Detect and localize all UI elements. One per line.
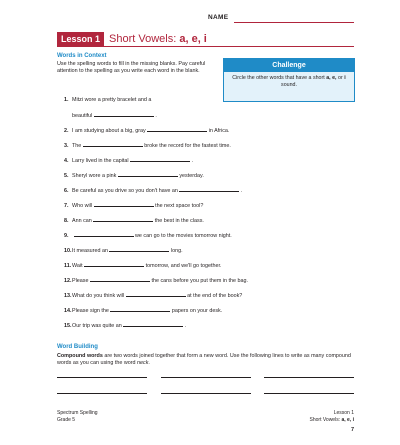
footer-grade: Grade 5 <box>57 417 76 423</box>
answer-blank[interactable] <box>90 276 150 282</box>
answer-blank[interactable] <box>130 156 190 162</box>
list-item <box>64 261 222 270</box>
challenge-text-before: Circle the other words that have a short <box>232 75 325 81</box>
answer-blank[interactable] <box>179 186 239 192</box>
list-item <box>64 111 157 120</box>
item-text-before: Wait <box>72 263 83 269</box>
answer-blank[interactable] <box>93 216 153 222</box>
item-text-after: yesterday. <box>179 173 204 179</box>
word-building-neck: neck <box>137 360 149 367</box>
footer-topic-text: Short Vowels: <box>309 417 341 423</box>
compound-word-line[interactable] <box>264 393 354 394</box>
item-number: 5. <box>64 173 69 179</box>
list-item <box>64 156 193 165</box>
footer-topic-letters: a, e, i <box>341 417 354 423</box>
challenge-letter-i: i <box>344 75 346 81</box>
item-number: 12. <box>64 278 72 284</box>
item-text-before: What do you think will <box>72 293 125 299</box>
item-text-after: the best in the class. <box>154 218 204 224</box>
item-text-before: Ann can <box>72 218 92 224</box>
footer-topic <box>310 417 354 424</box>
footer-right <box>310 410 354 424</box>
compound-word-line[interactable] <box>264 377 354 378</box>
challenge-text <box>224 72 354 89</box>
challenge-or: or <box>338 75 343 81</box>
answer-blank[interactable] <box>83 141 143 147</box>
item-number: 4. <box>64 158 69 164</box>
list-item <box>64 216 204 225</box>
item-text-after: at the end of the book? <box>187 293 243 299</box>
item-text-before: Please <box>72 278 89 284</box>
item-text-after: long. <box>170 248 183 254</box>
answer-blank[interactable] <box>110 306 170 312</box>
footer-left <box>57 410 98 424</box>
item-number: 2. <box>64 128 69 134</box>
footer-series: Spectrum Spelling <box>57 410 98 416</box>
answer-blank[interactable] <box>123 321 183 327</box>
answer-blank[interactable] <box>94 201 154 207</box>
item-text-before: beautiful <box>72 113 93 119</box>
item-text-after: . <box>155 113 157 119</box>
challenge-heading: Challenge <box>224 59 354 72</box>
item-text-before: Who will <box>72 203 93 209</box>
item-text-before: I am studying about a big, gray <box>72 128 146 134</box>
item-number: 9. <box>64 233 69 239</box>
list-item <box>64 246 183 255</box>
challenge-letters: a, e, <box>326 75 337 81</box>
answer-blank[interactable] <box>84 261 144 267</box>
item-text-before: Be careful as you drive so you don't have an <box>72 188 178 194</box>
lesson-label: Lesson 1 <box>57 32 104 46</box>
list-item <box>64 291 242 300</box>
word-building-heading: Word Building <box>57 344 98 350</box>
name-field <box>208 14 354 26</box>
item-number: 11. <box>64 263 72 269</box>
item-text-before: It measured an <box>72 248 108 254</box>
name-label: NAME <box>208 14 229 21</box>
list-item <box>64 276 248 285</box>
answer-blank[interactable] <box>147 126 207 132</box>
item-number: 6. <box>64 188 69 194</box>
item-text-before: Sheryl wore a pink <box>72 173 117 179</box>
answer-blank[interactable] <box>126 291 186 297</box>
compound-word-line[interactable] <box>161 393 251 394</box>
item-text-before: Please sign the <box>72 308 109 314</box>
item-text-after: . <box>184 323 187 329</box>
item-text-before: Mitzi wore a pretty bracelet and a <box>72 97 152 103</box>
list-item <box>64 306 222 315</box>
item-number: 1. <box>64 97 69 103</box>
item-number: 8. <box>64 218 69 224</box>
lesson-letters: a, e, i <box>179 33 207 45</box>
list-item <box>64 96 151 104</box>
footer-lesson: Lesson 1 <box>333 410 354 416</box>
list-item <box>64 231 232 240</box>
item-text-after: the cans before you put them in the bag. <box>151 278 248 284</box>
item-text-after: . <box>191 158 194 164</box>
lesson-header <box>57 32 207 46</box>
words-in-context-instructions: Use the spelling words to fill in the missing blanks. Pay careful attention to the spelling as you write each word in the blank. <box>57 61 206 75</box>
header-rule <box>57 46 354 47</box>
item-number: 14. <box>64 308 72 314</box>
item-number: 15. <box>64 323 72 329</box>
list-item <box>64 171 204 180</box>
compound-words-term: Compound words <box>57 353 103 359</box>
item-text-after: tomorrow, and we'll go together. <box>145 263 222 269</box>
item-text-after: papers on your desk. <box>171 308 223 314</box>
list-item <box>64 201 203 210</box>
list-item <box>64 126 229 135</box>
word-building-end: . <box>148 360 150 367</box>
item-number: 13. <box>64 293 72 299</box>
answer-blank[interactable] <box>118 171 178 177</box>
item-number: 3. <box>64 143 69 149</box>
compound-word-line[interactable] <box>57 377 147 378</box>
answer-blank[interactable] <box>94 111 154 117</box>
item-text-after: . <box>240 188 243 194</box>
word-building-instructions <box>57 353 355 368</box>
compound-word-line[interactable] <box>57 393 147 394</box>
lesson-title <box>109 32 207 46</box>
item-text-before: Larry lived in the capital <box>72 158 129 164</box>
item-text-after: broke the record for the fastest time. <box>144 143 231 149</box>
item-text-before: Our trip was quite an <box>72 323 122 329</box>
list-item <box>64 186 242 195</box>
item-number: 7. <box>64 203 69 209</box>
challenge-box <box>223 58 355 102</box>
words-in-context-heading: Words in Context <box>57 53 107 59</box>
page-number: 7 <box>350 427 354 433</box>
answer-blank[interactable] <box>109 246 169 252</box>
list-item <box>64 141 231 150</box>
name-line[interactable] <box>234 22 354 23</box>
item-number: 10. <box>64 248 72 254</box>
answer-blank[interactable] <box>74 231 134 237</box>
challenge-text-after: sound. <box>281 82 297 89</box>
item-text-after: in Africa. <box>208 128 230 134</box>
list-item <box>64 321 186 330</box>
compound-word-line[interactable] <box>161 377 251 378</box>
word-building-text: are two words joined together that form a new word. Use the following lines to write as many compound words as you can using the word <box>57 353 351 367</box>
item-text-after: we can go to the movies tomorrow night. <box>135 233 232 239</box>
lesson-title-text: Short Vowels: <box>109 33 177 45</box>
item-text-after: the next space tool? <box>155 203 204 209</box>
item-text-before: The <box>72 143 82 149</box>
